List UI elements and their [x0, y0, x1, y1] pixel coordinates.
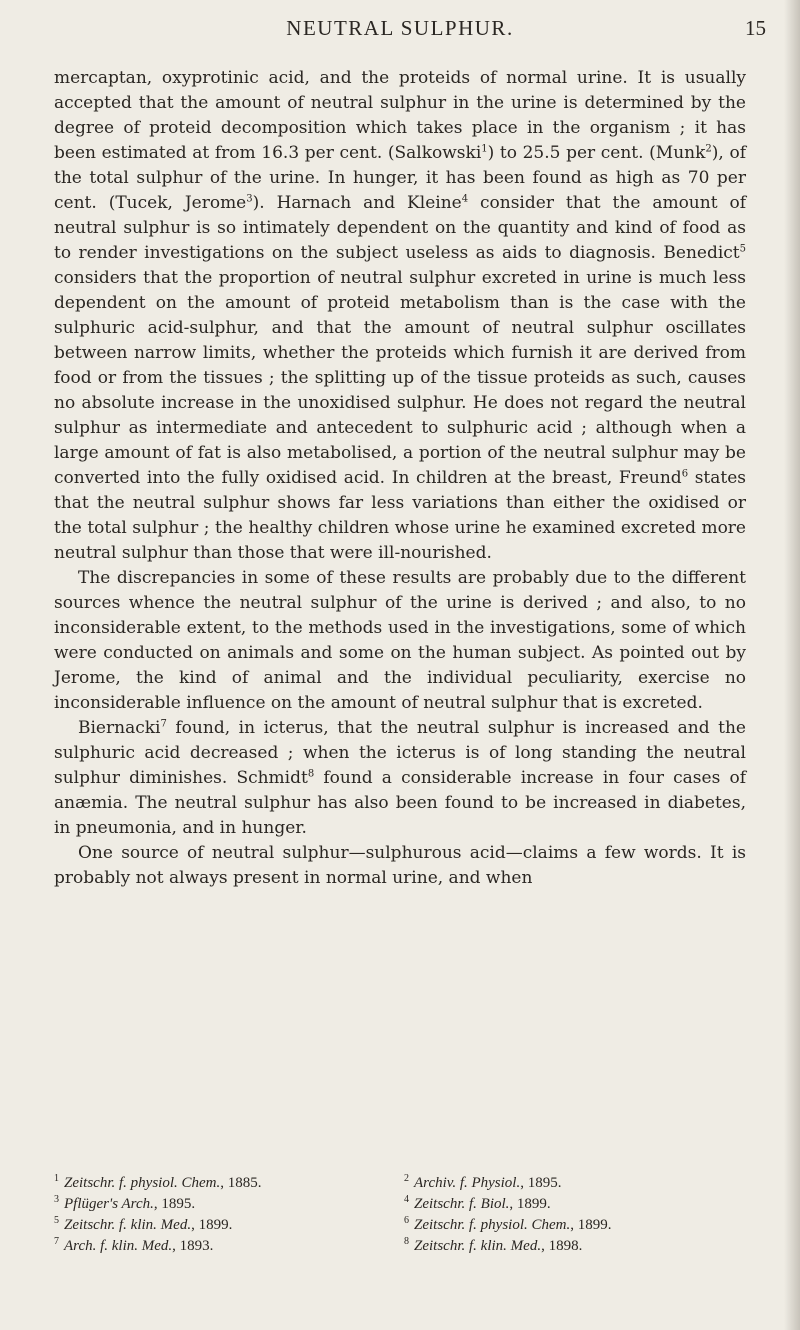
footnote-reference: 5	[739, 243, 746, 255]
text-run: considers that the proportion of neutral sulphur excreted in urine is much less dependent on the amount of proteid metabolism than is the case with the sulphuric acid-sulphur, and that the amount of neutral sulphur oscillates between narrow limits, whether the proteids which furnish it are derived from food or from the tissues ; the splitting up of the tissue proteids as such, causes no absolute increase in the unoxidised sulphur. He does not regard the neutral sulphur as intermediate and antecedent to sulphuric acid ; although when a large amount of fat is also metabolised, a portion of the neutral sulphur may be converted into the fully oxidised acid. In children at the breast, Freund	[54, 268, 746, 488]
footnote-number: 5	[54, 1215, 59, 1226]
footnote-reference: 4	[461, 193, 469, 205]
text-run: The discrepancies in some of these results are probably due to the different sources whence the neutral sulphur of the urine is derived ; and also, to no inconsiderable extent, to the methods used in the investigations, some of which were conducted on animals and some on the human subject. As pointed out by Jerome, the kind of animal and the individual peculiarity, exercise no inconsiderable influence on the amount of neutral sulphur that is excreted.	[54, 568, 746, 713]
footnote-row	[54, 1236, 754, 1257]
text-run: found, in icterus, that the neutral sulphur is increased and the sulphuric acid decreased ; when the icterus is of long standing the neutral sulphur diminishes. Schmidt	[54, 718, 746, 788]
footnote-number: 2	[404, 1173, 409, 1184]
text-run: consider that the amount of neutral sulphur is so intimately dependent on the quantity and kind of food as to render investigations on the subject useless as aids to diagnosis. Benedict	[54, 193, 746, 263]
footnote-citation: Archiv. f. Physiol.	[414, 1175, 521, 1191]
footnote	[54, 1194, 404, 1215]
footnote-citation: Zeitschr. f. physiol. Chem.	[64, 1175, 221, 1191]
footnote-number: 6	[404, 1215, 409, 1226]
footnote-citation: Arch. f. klin. Med.	[64, 1238, 173, 1254]
text-run: states that the neutral sulphur shows far less variations than either the oxidised or the total sulphur ; the healthy children whose urine he examined excreted more neutral sulphur than those that were ill-nourished.	[54, 468, 747, 563]
text-run: ), of the total sulphur of the urine. In hunger, it has been found as high as 70 per cent. (Tucek, Jerome	[54, 143, 746, 213]
footnote	[54, 1236, 404, 1257]
paragraph	[54, 66, 746, 566]
footnote	[54, 1215, 404, 1236]
footnote-year: , 1899.	[191, 1217, 233, 1233]
text-run: mercaptan, oxyprotinic acid, and the proteids of normal urine. It is usually accepted that the amount of neutral sulphur in the urine is determined by the degree of proteid decomposition which takes place in the organism ; it has been estimated at from 16.3 per cent. (Salkowski	[54, 68, 746, 163]
footnote-year: , 1899.	[570, 1217, 612, 1233]
footnote-citation: Zeitschr. f. klin. Med.	[414, 1238, 542, 1254]
footnote-year: , 1898.	[541, 1238, 583, 1254]
footnote	[404, 1173, 754, 1194]
footnote-row	[54, 1173, 754, 1194]
page-number: 15	[745, 16, 766, 40]
text-run: One source of neutral sulphur—sulphurous acid—claims a few words. It is probably not always present in normal urine, and when	[54, 843, 746, 888]
footnote	[54, 1173, 404, 1194]
footnote-year: , 1893.	[172, 1238, 214, 1254]
footnote-number: 8	[404, 1236, 409, 1247]
paragraph	[54, 841, 746, 891]
footnote-row	[54, 1215, 754, 1236]
footnote-row	[54, 1194, 754, 1215]
footnote	[404, 1215, 754, 1236]
footnote-citation: Pflüger's Arch.	[64, 1196, 154, 1212]
footnotes	[54, 1173, 754, 1257]
text-run: ) to 25.5 per cent. (Munk	[487, 143, 706, 163]
text-run: found a considerable increase in four cases of anæmia. The neutral sulphur has also been found to be increased in diabetes, in pneumonia, and in hunger.	[54, 768, 746, 838]
footnote	[404, 1194, 754, 1215]
footnote-number: 1	[54, 1173, 59, 1184]
footnote-number: 3	[54, 1194, 59, 1205]
running-title: NEUTRAL SULPHUR.	[286, 16, 514, 40]
page-edge-shadow	[784, 0, 800, 1330]
footnote-number: 4	[404, 1194, 409, 1205]
text-run: Biernacki	[78, 718, 161, 738]
footnote-year: , 1895.	[153, 1196, 196, 1212]
footnote-reference: 1	[481, 143, 488, 155]
paragraph	[54, 716, 746, 841]
footnote-reference: 2	[705, 143, 712, 155]
footnote-year: , 1885.	[220, 1175, 262, 1191]
footnote-reference: 3	[246, 193, 253, 205]
footnote-citation: Zeitschr. f. Biol.	[414, 1196, 510, 1212]
footnote-reference: 6	[681, 468, 689, 480]
footnote-citation: Zeitschr. f. klin. Med.	[64, 1217, 192, 1233]
footnote-citation: Zeitschr. f. physiol. Chem.	[414, 1217, 571, 1233]
footnote-reference: 7	[160, 718, 167, 730]
running-head	[0, 16, 770, 46]
text-run: ). Harnach and Kleine	[252, 193, 462, 213]
footnote-number: 7	[54, 1236, 59, 1247]
footnote-year: , 1895.	[520, 1175, 562, 1191]
paragraph	[54, 566, 746, 716]
footnote	[404, 1236, 754, 1257]
footnote-reference: 8	[307, 768, 315, 780]
body-text	[54, 66, 746, 891]
footnote-year: , 1899.	[509, 1196, 551, 1212]
